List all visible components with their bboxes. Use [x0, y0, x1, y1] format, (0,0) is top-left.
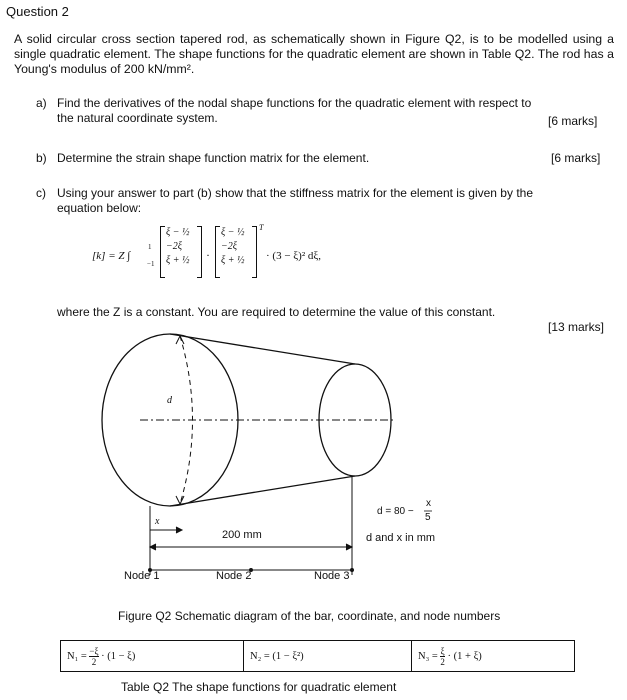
- part-a-line1: Find the derivatives of the nodal shape functions for the quadratic element with respect to: [57, 96, 532, 110]
- rod-bottom-edge: [170, 476, 355, 506]
- vector1-entry: ξ − ½: [166, 227, 190, 238]
- rod-top-edge: [170, 334, 355, 364]
- x-arrow-head: [176, 527, 182, 533]
- vector2-entry: ξ + ½: [221, 255, 245, 266]
- vector1-entry: −2ξ: [166, 241, 183, 252]
- n3-rhs: · (1 + ξ): [447, 650, 482, 662]
- n1-numerator: −ξ: [89, 645, 99, 656]
- formula-numerator: x: [426, 498, 431, 509]
- part-c-label: c): [36, 186, 46, 200]
- vector2-entry: −2ξ: [221, 241, 238, 252]
- part-b-marks: [6 marks]: [551, 151, 601, 165]
- formula-lhs: d = 80 −: [377, 506, 414, 517]
- n3-numerator: ξ: [440, 645, 445, 656]
- node-3-marker: [350, 568, 354, 572]
- node-2-label: Node 2: [216, 570, 252, 582]
- units-note: d and x in mm: [366, 532, 436, 544]
- vector1-left-bracket: [160, 226, 165, 278]
- formula-denominator: 5: [425, 512, 431, 523]
- vector2: [221, 226, 245, 268]
- part-b-line1: Determine the strain shape function matrix for the element.: [57, 151, 370, 165]
- figure-caption: Figure Q2 Schematic diagram of the bar, coordinate, and node numbers: [118, 609, 501, 623]
- vector1-entry: ξ + ½: [166, 255, 190, 266]
- tapered-rod-figure: [0, 330, 627, 590]
- integral-lower-limit: −1: [147, 260, 155, 268]
- diameter-arrow-bottom: [176, 496, 184, 504]
- n2-text: N₂ = (1 − ξ²): [250, 650, 304, 662]
- vector2-entry: ξ − ½: [221, 227, 245, 238]
- table-row: [61, 641, 575, 672]
- shape-function-n3: [412, 641, 575, 672]
- transpose-mark: T: [259, 223, 264, 232]
- part-b-label: b): [36, 151, 47, 165]
- length-label: 200 mm: [222, 529, 262, 541]
- length-arrow-left: [150, 544, 156, 550]
- length-arrow-right: [346, 544, 352, 550]
- vector1: [166, 226, 190, 268]
- table-caption: Table Q2 The shape functions for quadratic element: [121, 680, 397, 694]
- part-c-line2: equation below:: [57, 201, 142, 215]
- large-end-ellipse: [102, 334, 238, 506]
- n3-denominator: 2: [440, 656, 445, 667]
- part-a-label: a): [36, 96, 47, 110]
- node-1-label: Node 1: [124, 570, 160, 582]
- shape-function-n2: [244, 641, 412, 672]
- part-c-line1: Using your answer to part (b) show that the stiffness matrix for the element is given by the: [57, 186, 533, 200]
- n3-lhs: N₃ =: [418, 650, 441, 662]
- n3-fraction: [440, 646, 445, 667]
- part-c-marks: [13 marks]: [548, 320, 605, 334]
- diameter-label: d: [167, 395, 172, 406]
- vector2-right-bracket: [252, 226, 257, 278]
- shape-function-n1: [61, 641, 244, 672]
- integral-upper-limit: 1: [148, 243, 152, 251]
- question-title: Question 2: [6, 4, 69, 19]
- where-text: where the Z is a constant. You are required to determine the value of this constant.: [57, 305, 496, 319]
- x-label: x: [155, 516, 160, 527]
- node-3-label: Node 3: [314, 570, 350, 582]
- question-intro: A solid circular cross section tapered rod, as schematically shown in Figure Q2, is to be modelled using a single quadratic element. The shape functions for the quadratic element are shown in Table Q2. The rod has a Young's modulus of 200 kN/mm².: [14, 32, 614, 76]
- part-a-marks: [6 marks]: [548, 114, 598, 128]
- shape-function-table: [60, 640, 575, 672]
- n1-lhs: N₁ =: [67, 650, 90, 662]
- equation-lhs: [k] = Z ∫: [92, 250, 131, 262]
- equation-dot: ·: [206, 248, 210, 262]
- vector2-left-bracket: [215, 226, 220, 278]
- vector1-right-bracket: [197, 226, 202, 278]
- equation-tail: · (3 − ξ)² dξ,: [266, 250, 322, 262]
- n1-denominator: 2: [91, 656, 97, 667]
- n1-fraction: [89, 646, 98, 667]
- n1-rhs: · (1 − ξ): [101, 650, 136, 662]
- part-a-line2: the natural coordinate system.: [57, 111, 218, 125]
